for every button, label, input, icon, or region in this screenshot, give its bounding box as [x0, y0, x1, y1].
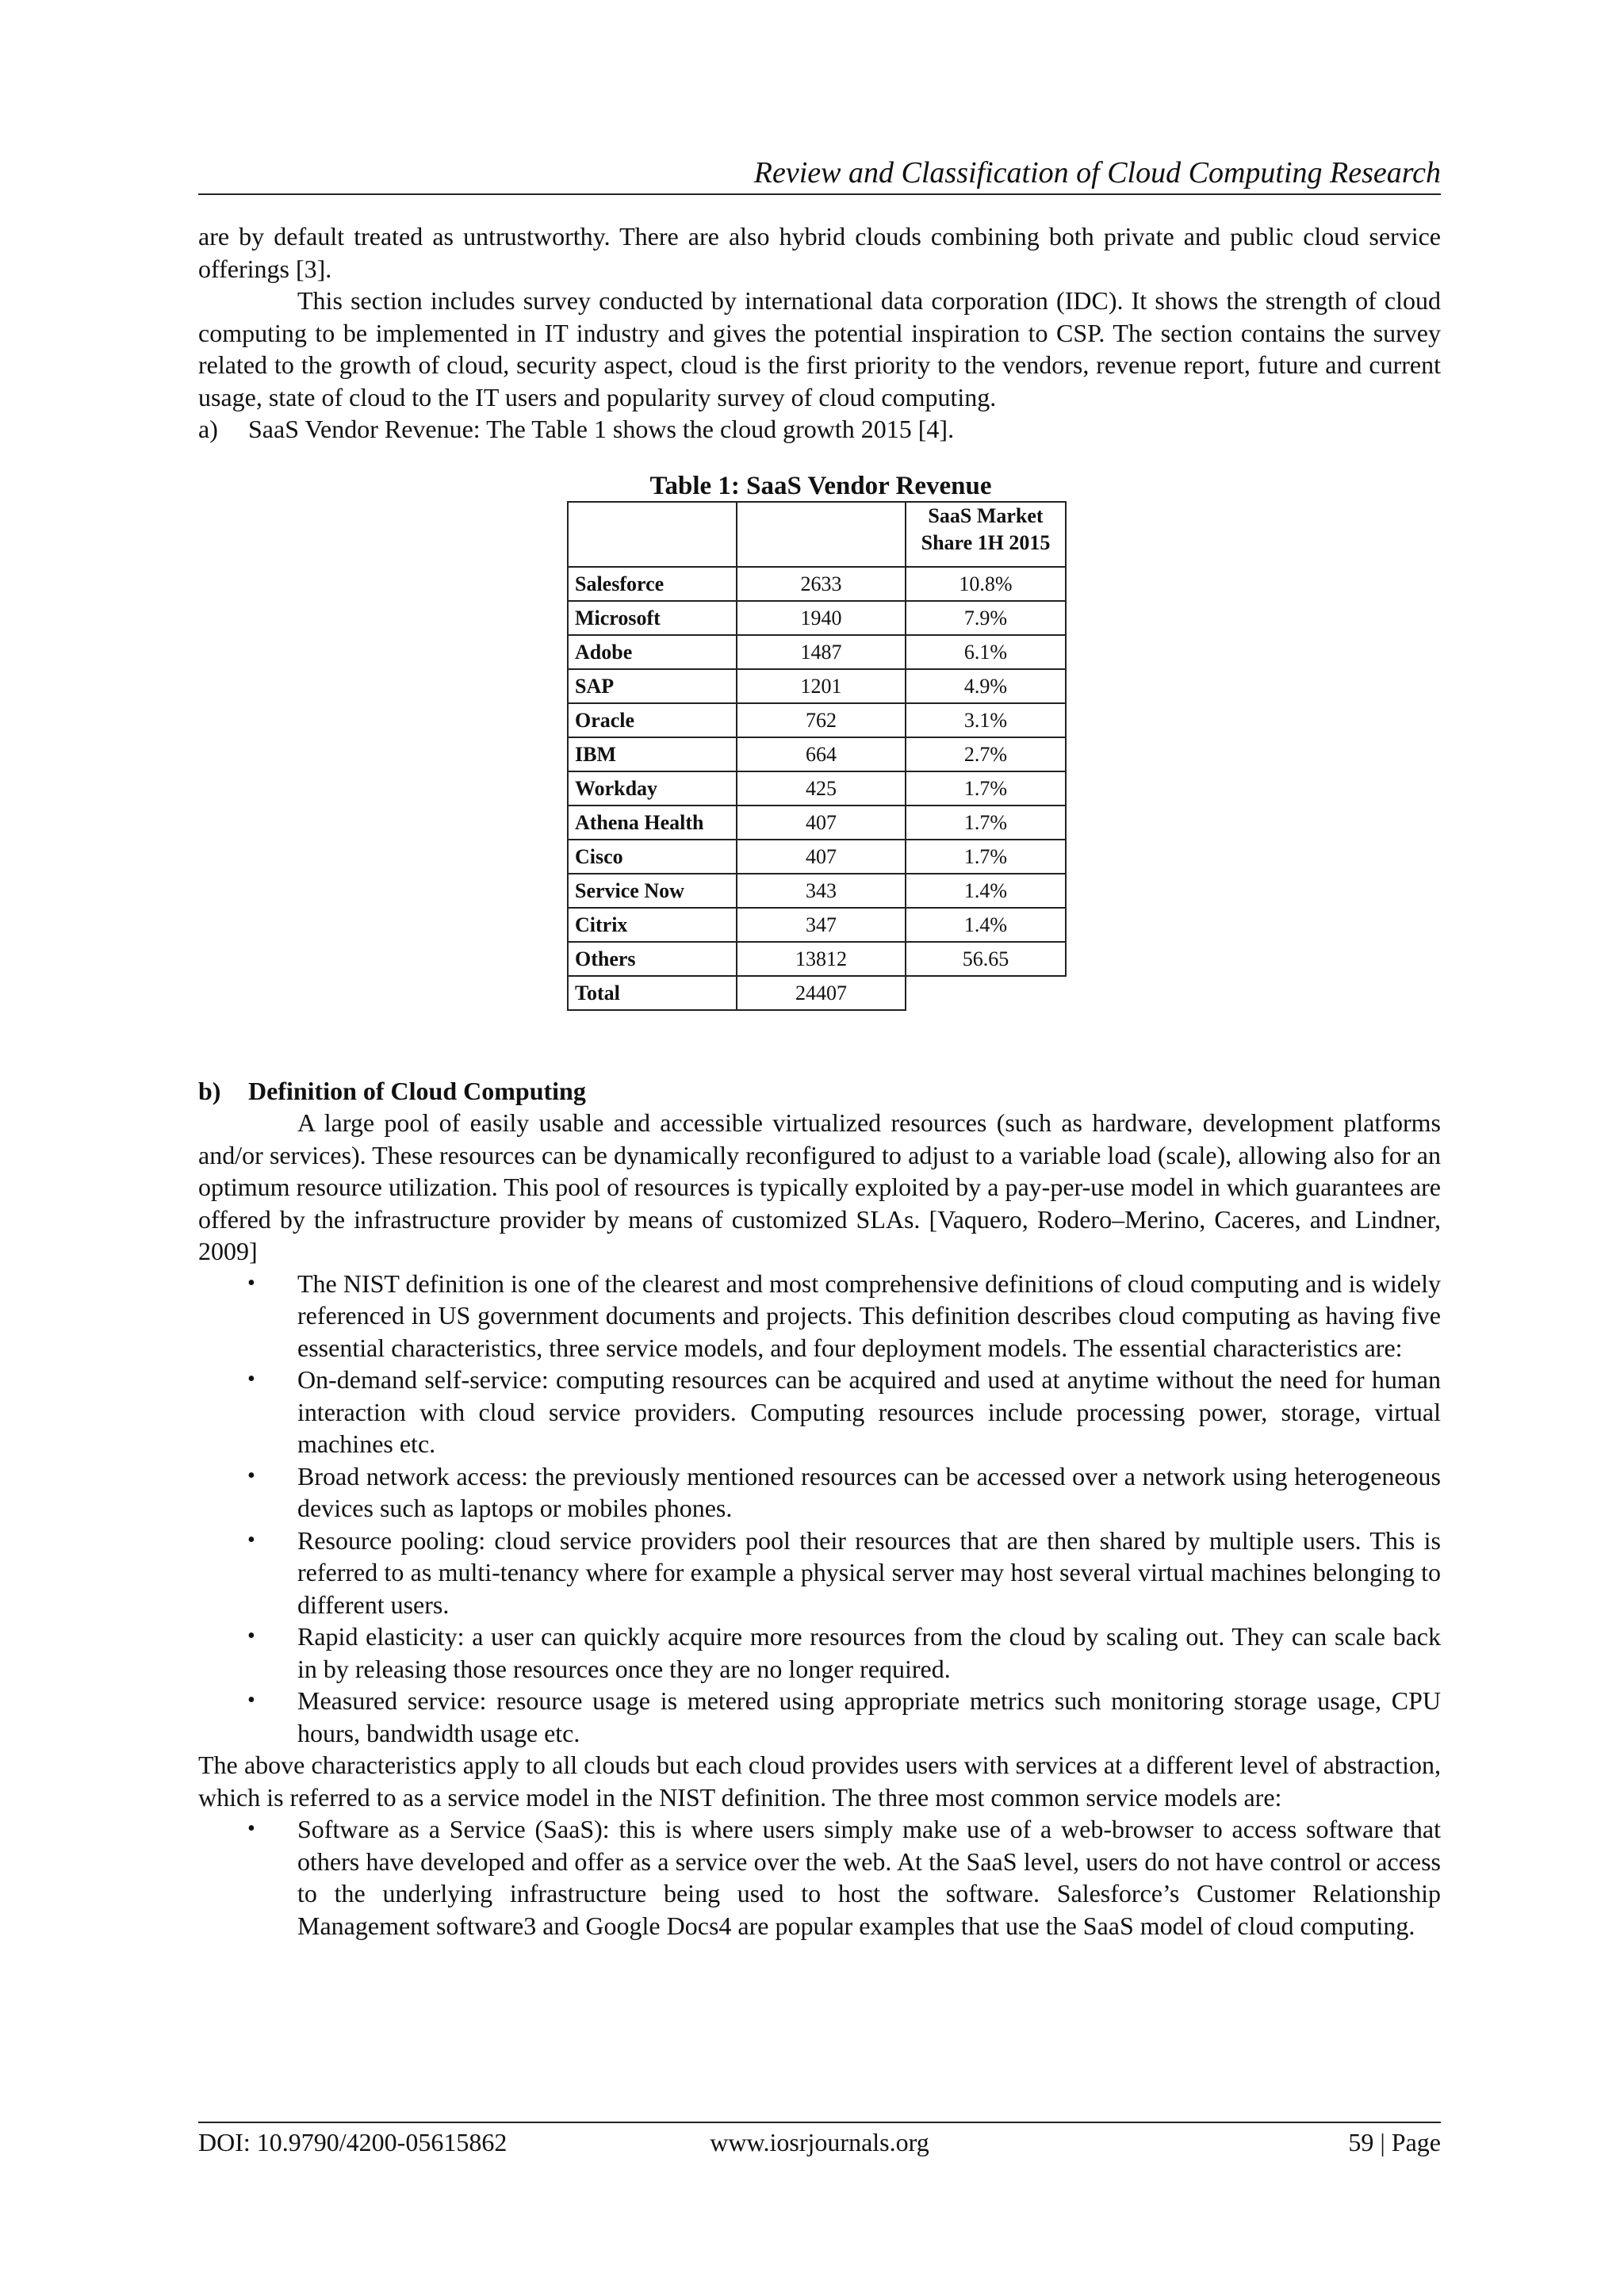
- vendor-cell: Service Now: [568, 874, 737, 908]
- vendor-cell: Cisco: [568, 840, 737, 874]
- table-row: [568, 806, 1066, 840]
- bullet-glyph: •: [247, 1688, 255, 1712]
- footer-site: www.iosrjournals.org: [710, 2128, 929, 2156]
- vendor-cell: Workday: [568, 771, 737, 806]
- section-b-title: Definition of Cloud Computing: [248, 1076, 586, 1105]
- total-revenue-cell: 24407: [737, 976, 906, 1010]
- table-row: [568, 601, 1066, 635]
- bullet-text: Broad network access: the previously mentioned resources can be accessed over a network using heterogeneous devices such as laptops or mobiles phones.: [297, 1461, 1441, 1522]
- vendor-cell: Oracle: [568, 703, 737, 737]
- bullet-glyph: •: [247, 1270, 255, 1295]
- vendor-cell: Salesforce: [568, 567, 737, 601]
- list-item-a-text: SaaS Vendor Revenue: The Table 1 shows the cloud growth 2015 [4].: [248, 415, 955, 443]
- vendor-cell: SAP: [568, 669, 737, 703]
- bullet-item: [198, 1685, 1441, 1749]
- table-row: [568, 840, 1066, 874]
- revenue-cell: 407: [737, 840, 906, 874]
- share-cell: 56.65: [906, 942, 1066, 976]
- bullet-text: Resource pooling: cloud service providers pool their resources that are then shared by multiple users. This is referred to as multi-tenancy where for example a physical server may host several virtual machines belonging to different users.: [297, 1525, 1441, 1619]
- document-page: [198, 0, 1441, 2296]
- table-1: [567, 471, 1074, 1011]
- bullet-item: [198, 1525, 1441, 1621]
- footer-page-number: 59 | Page: [1348, 2128, 1441, 2156]
- table-row: [568, 908, 1066, 942]
- share-cell: 10.8%: [906, 567, 1066, 601]
- body-text: [198, 220, 1441, 1942]
- bullet-text: Software as a Service (SaaS): this is where users simply make use of a web-browser to access software that others have developed and offer as a service over the web. At the SaaS level, users do not have control or access to the underlying infrastructure being used to host the software. Salesforce’s Customer Relationship Management software3 and Google Docs4 are popular examples that use the SaaS model of cloud computing.: [297, 1815, 1441, 1940]
- header-cell-1: [568, 502, 737, 567]
- share-cell: 3.1%: [906, 703, 1066, 737]
- table-row: [568, 737, 1066, 771]
- table-row: [568, 942, 1066, 976]
- table-row: [568, 567, 1066, 601]
- share-cell: 1.7%: [906, 840, 1066, 874]
- bullet-glyph: •: [247, 1527, 255, 1552]
- share-cell: 4.9%: [906, 669, 1066, 703]
- table-row: [568, 874, 1066, 908]
- revenue-cell: 425: [737, 771, 906, 806]
- revenue-cell: 1940: [737, 601, 906, 635]
- bullet-glyph: •: [247, 1816, 255, 1841]
- table-title: Table 1: SaaS Vendor Revenue: [649, 471, 992, 500]
- share-cell: 1.7%: [906, 806, 1066, 840]
- bullet-item: [198, 1460, 1441, 1525]
- vendor-cell: Microsoft: [568, 601, 737, 635]
- vendor-cell: Others: [568, 942, 737, 976]
- revenue-cell: 1487: [737, 635, 906, 669]
- footer-rule: [198, 2122, 1441, 2123]
- table-row: [568, 771, 1066, 806]
- bullet-glyph: •: [247, 1624, 255, 1648]
- vendor-cell: Adobe: [568, 635, 737, 669]
- share-cell: 2.7%: [906, 737, 1066, 771]
- revenue-cell: 407: [737, 806, 906, 840]
- bullet-item: [198, 1268, 1441, 1364]
- bullet-item: [198, 1621, 1441, 1685]
- intro-paragraph-1: are by default treated as untrustworthy. There are also hybrid clouds combining both private and public cloud service offerings [3].: [198, 222, 1441, 283]
- empty-cell: [906, 976, 1066, 1010]
- table-row: [568, 669, 1066, 703]
- vendor-cell: Citrix: [568, 908, 737, 942]
- total-label-cell: Total: [568, 976, 737, 1010]
- header-rule: [198, 193, 1441, 195]
- header-cell-market-share: SaaS Market Share 1H 2015: [906, 502, 1066, 567]
- running-title: Review and Classification of Cloud Computing Research: [753, 156, 1441, 189]
- table-header-row: [568, 502, 1066, 567]
- bullet-glyph: •: [247, 1367, 255, 1391]
- bullet-text: Measured service: resource usage is metered using appropriate metrics such monitoring storage usage, CPU hours, bandwidth usage etc.: [297, 1686, 1441, 1747]
- revenue-cell: 347: [737, 908, 906, 942]
- section-b-marker: b): [198, 1076, 221, 1105]
- section-b-paragraph-1: A large pool of easily usable and accessible virtualized resources (such as hardware, development platforms and/or services). These resources can be dynamically reconfigured to adjust to a variable load (scale), allowing also for an optimum resource utilization. This pool of resources is typically exploited by a pay-per-use model in which guarantees are offered by the infrastructure provider by means of customized SLAs. [Vaquero, Rodero–Merino, Caceres, and Lindner, 2009]: [198, 1108, 1441, 1265]
- bullet-item: [198, 1364, 1441, 1460]
- share-cell: 1.4%: [906, 908, 1066, 942]
- share-cell: 1.7%: [906, 771, 1066, 806]
- bullet-text: The NIST definition is one of the clearest and most comprehensive definitions of cloud computing and is widely referenced in US government documents and projects. This definition describes cloud computing as having five essential characteristics, three service models, and four deployment models. The essential characteristics are:: [297, 1269, 1441, 1362]
- vendor-cell: IBM: [568, 737, 737, 771]
- revenue-cell: 343: [737, 874, 906, 908]
- table-row: [568, 703, 1066, 737]
- revenue-cell: 1201: [737, 669, 906, 703]
- section-b-paragraph-2: The above characteristics apply to all clouds but each cloud provides users with services at a different level of abstraction, which is referred to as a service model in the NIST definition. The three most common service models are:: [198, 1751, 1441, 1812]
- section-b-heading: [198, 1075, 1441, 1108]
- bullet-text: On-demand self-service: computing resources can be acquired and used at anytime without the need for human interaction with cloud service providers. Computing resources include processing power, storage, virtual machines etc.: [297, 1365, 1441, 1458]
- intro-paragraph-2: This section includes survey conducted by international data corporation (IDC). It shows the strength of cloud computing to be implemented in IT industry and gives the potential inspiration to CSP. The section contains the survey related to the growth of cloud, security aspect, cloud is the first priority to the vendors, revenue report, future and current usage, state of cloud to the IT users and popularity survey of cloud computing.: [198, 286, 1441, 411]
- vendor-cell: Athena Health: [568, 806, 737, 840]
- list-marker-a: a): [198, 415, 218, 443]
- table-total-row: [568, 976, 1066, 1010]
- table-row: [568, 635, 1066, 669]
- service-models-list: [198, 1813, 1441, 1942]
- revenue-cell: 762: [737, 703, 906, 737]
- share-cell: 6.1%: [906, 635, 1066, 669]
- bullet-item: [198, 1813, 1441, 1942]
- list-item-a: [198, 413, 1441, 446]
- bullet-text: Rapid elasticity: a user can quickly acquire more resources from the cloud by scaling out. They can scale back in by releasing those resources once they are no longer required.: [297, 1622, 1441, 1683]
- share-cell: 1.4%: [906, 874, 1066, 908]
- bullet-glyph: •: [247, 1463, 255, 1488]
- footer-doi: DOI: 10.9790/4200-05615862: [198, 2128, 508, 2156]
- revenue-cell: 664: [737, 737, 906, 771]
- header-cell-2: [737, 502, 906, 567]
- revenue-cell: 13812: [737, 942, 906, 976]
- characteristics-list: [198, 1268, 1441, 1750]
- share-cell: 7.9%: [906, 601, 1066, 635]
- revenue-cell: 2633: [737, 567, 906, 601]
- vendor-revenue-table: [567, 501, 1067, 1011]
